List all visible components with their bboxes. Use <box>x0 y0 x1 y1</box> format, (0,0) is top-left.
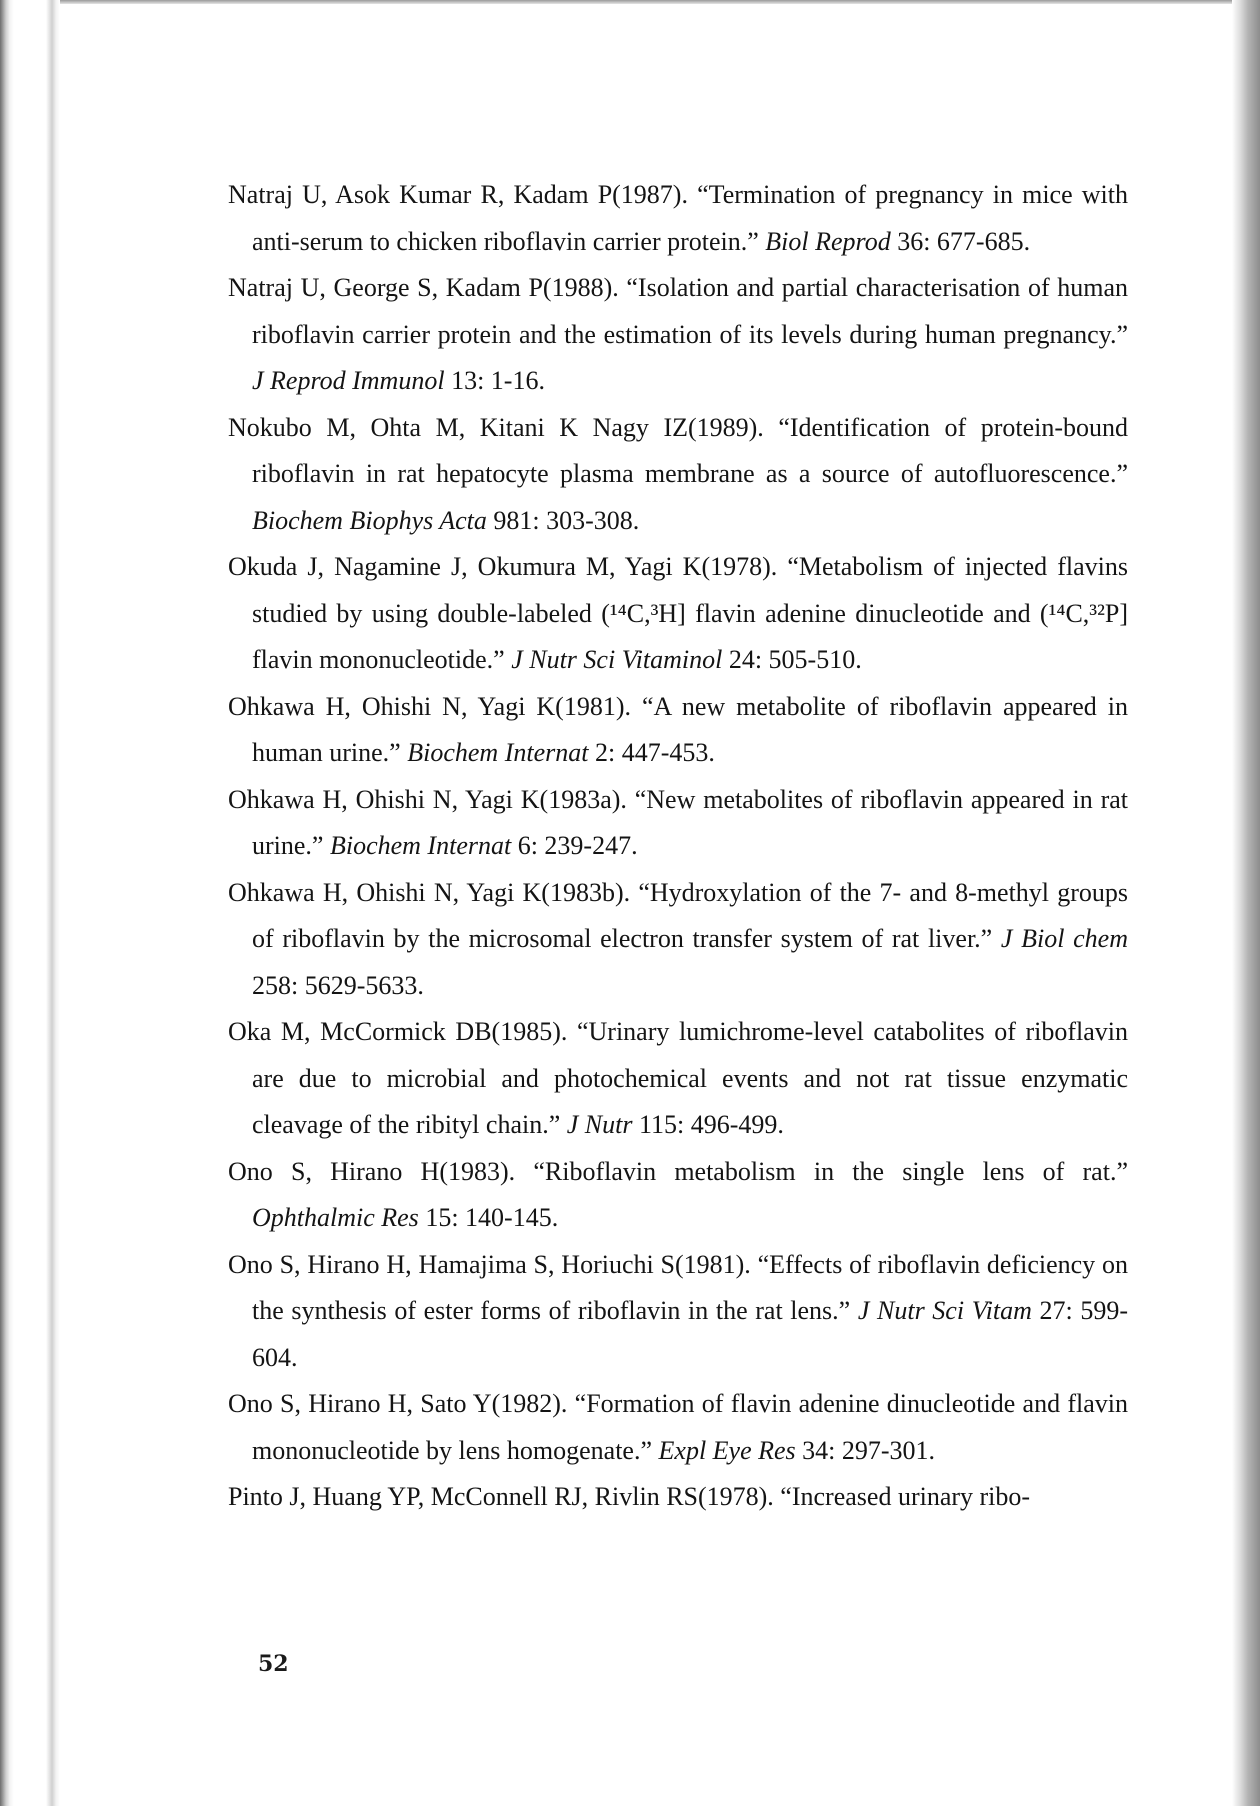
page-top-edge-shadow <box>0 0 1260 4</box>
reference-text: Ono S, Hirano H, Hamajima S, Horiuchi S(1981). “Effects of riboflavin deficiency on the synthesis of ester forms of riboflavin in the rat lens.” <box>228 1249 1128 1325</box>
journal-name: J Biol chem <box>1000 924 1128 953</box>
journal-name: Ophthalmic Res <box>252 1203 419 1232</box>
reference-entry <box>228 1242 1128 1382</box>
journal-name: J Nutr Sci Vitam <box>857 1296 1032 1325</box>
journal-name: Biochem Biophys Acta <box>252 505 487 535</box>
reference-entry <box>228 1381 1128 1474</box>
volume-pages: 24: 505-510. <box>728 645 862 674</box>
reference-entry <box>228 544 1128 684</box>
reference-list <box>228 172 1128 1521</box>
volume-pages: 981: 303-308. <box>493 505 640 535</box>
reference-text: Pinto J, Huang YP, McConnell RJ, Rivlin RS(1978). “Increased urinary ribo- <box>228 1482 1031 1511</box>
reference-text: Ohkawa H, Ohishi N, Yagi K(1983b). “Hydroxylation of the 7- and 8-methyl groups of riboflavin by the microsomal electron transfer system of rat liver.” <box>228 877 1128 953</box>
journal-name: J Nutr Sci Vitaminol <box>511 645 723 674</box>
reference-text: Ono S, Hirano H(1983). “Riboflavin metabolism in the single lens of rat.” <box>228 1156 1128 1186</box>
volume-pages: 13: 1-16. <box>451 366 545 395</box>
journal-name: J Reprod Immunol <box>252 366 445 395</box>
reference-text: Oka M, McCormick DB(1985). “Urinary lumichrome-level catabolites of riboflavin are due to microbial and photochemical events and not rat tissue enzymatic cleavage of the ribityl chain.” <box>228 1017 1128 1139</box>
reference-entry <box>228 870 1128 1010</box>
reference-entry <box>228 1009 1128 1149</box>
journal-name: J Nutr <box>566 1110 633 1139</box>
reference-entry <box>228 777 1128 870</box>
volume-pages: 2: 447-453. <box>594 738 715 767</box>
volume-pages: 34: 297-301. <box>802 1435 936 1465</box>
journal-name: Expl Eye Res <box>658 1435 796 1465</box>
volume-pages: 36: 677-685. <box>897 226 1031 256</box>
volume-pages: 115: 496-499. <box>638 1110 784 1139</box>
journal-name: Biochem Internat <box>329 831 512 860</box>
reference-entry <box>228 1474 1128 1521</box>
reference-entry <box>228 172 1128 265</box>
reference-entry <box>228 1149 1128 1242</box>
reference-text: Natraj U, George S, Kadam P(1988). “Isolation and partial characterisation of human riboflavin carrier protein and the estimation of its levels during human pregnancy.” <box>228 273 1128 349</box>
reference-text: Natraj U, Asok Kumar R, Kadam P(1987). “Termination of pregnancy in mice with anti-serum to chicken riboflavin carrier protein.” <box>228 180 1128 256</box>
reference-text: Okuda J, Nagamine J, Okumura M, Yagi K(1978). “Metabolism of injected flavins studied by using double-labeled (¹⁴C,³H] flavin adenine dinucleotide and (¹⁴C,³²P] flavin mononucleotide.” <box>228 552 1128 674</box>
reference-entry <box>228 684 1128 777</box>
volume-pages: 6: 239-247. <box>517 831 638 860</box>
volume-pages: 27: 599-604. <box>252 1296 1129 1372</box>
volume-pages: 258: 5629-5633. <box>252 970 424 1000</box>
volume-pages: 15: 140-145. <box>425 1203 559 1232</box>
reference-entry <box>228 265 1128 405</box>
reference-text: Ono S, Hirano H, Sato Y(1982). “Formation of flavin adenine dinucleotide and flavin mononucleotide by lens homogenate.” <box>228 1389 1128 1465</box>
journal-name: Biochem Internat <box>407 738 589 767</box>
reference-text: Nokubo M, Ohta M, Kitani K Nagy IZ(1989). “Identification of protein-bound riboflavin in rat hepatocyte plasma membrane as a source of autofluorescence.” <box>228 412 1128 488</box>
reference-text: Ohkawa H, Ohishi N, Yagi K(1983a). “New metabolites of riboflavin appeared in rat urine.” <box>228 784 1128 860</box>
page-number: 52 <box>258 1651 289 1677</box>
reference-text: Ohkawa H, Ohishi N, Yagi K(1981). “A new metabolite of riboflavin appeared in human urine.” <box>228 691 1128 767</box>
journal-name: Biol Reprod <box>765 226 891 256</box>
page-right-edge-shadow <box>1232 0 1260 1806</box>
reference-entry <box>228 405 1128 545</box>
book-binding-edge <box>0 0 60 1806</box>
